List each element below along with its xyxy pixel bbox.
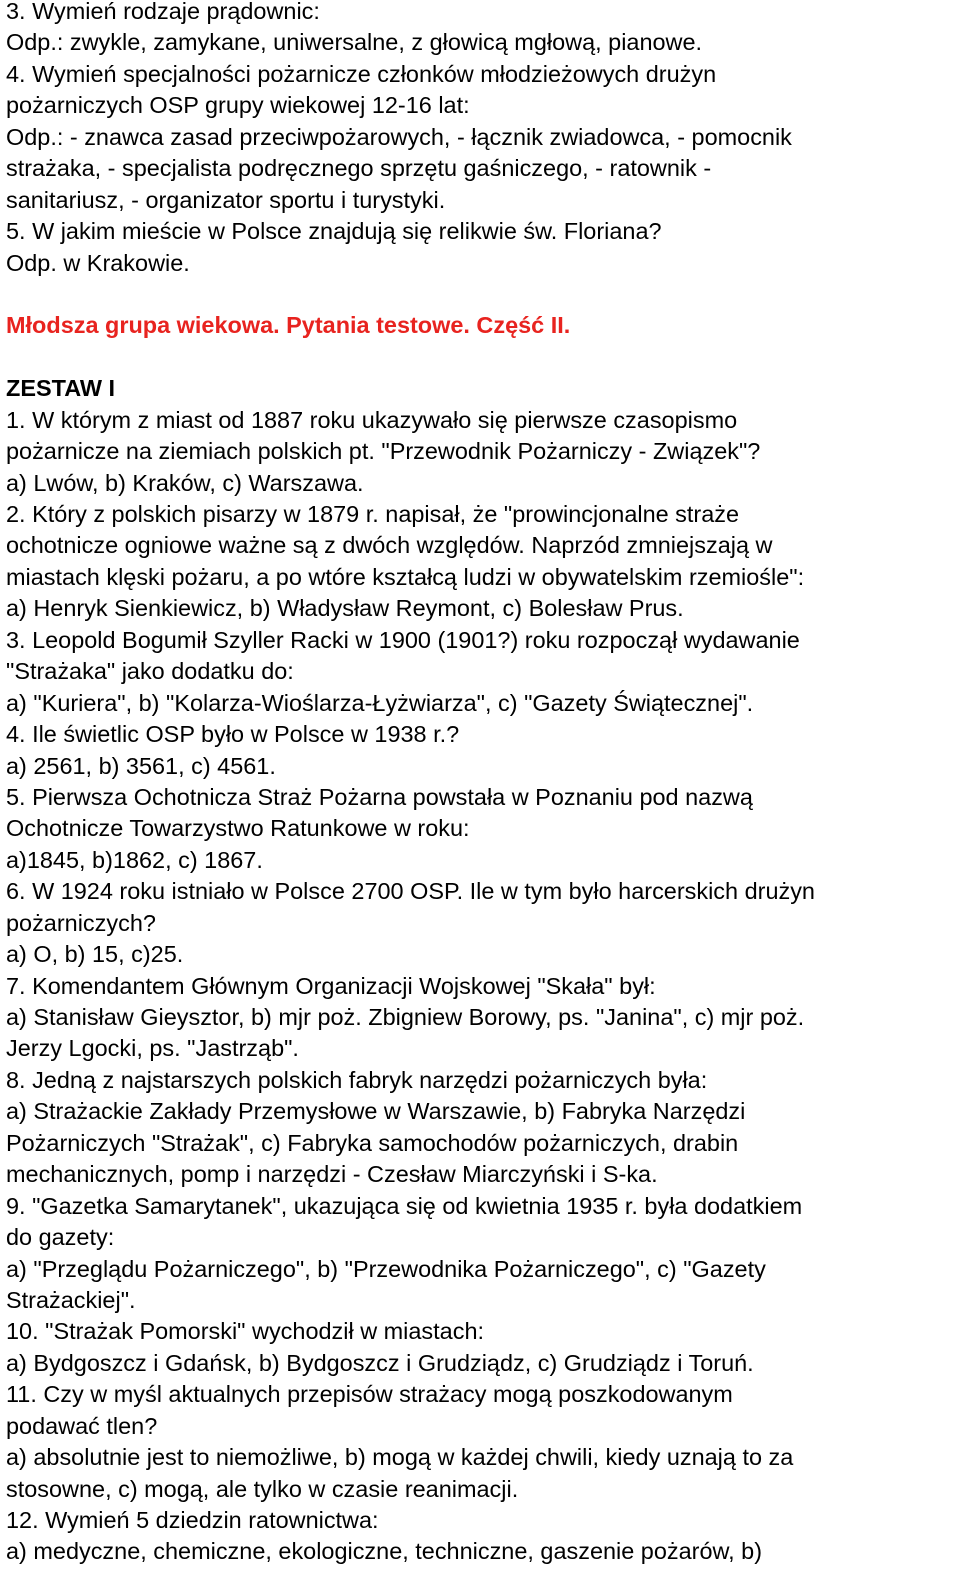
- text-line: sanitariusz, - organizator sportu i turystyki.: [6, 186, 446, 213]
- questions-block: [6, 405, 956, 1568]
- text-line: 5. Pierwsza Ochotnicza Straż Pożarna powstała w Poznaniu pod nazwą: [6, 783, 753, 810]
- text-line: Pożarniczych "Strażak", c) Fabryka samochodów pożarniczych, drabin: [6, 1129, 739, 1156]
- text-line: do gazety:: [6, 1224, 115, 1251]
- text-line: Odp.: zwykle, zamykane, uniwersalne, z głowicą mgłową, pianowe.: [6, 29, 703, 56]
- text-line: 3. Leopold Bogumił Szyller Racki w 1900 (1901?) roku rozpoczął wydawanie: [6, 626, 800, 653]
- text-line: pożarniczych?: [6, 909, 156, 936]
- text-line: a) Stanisław Gieysztor, b) mjr poż. Zbigniew Borowy, ps. "Janina", c) mjr poż.: [6, 1004, 805, 1030]
- text-line: a) absolutnie jest to niemożliwe, b) mogą w każdej chwili, kiedy uznają to za: [6, 1444, 794, 1471]
- text-line: Ochotnicze Towarzystwo Ratunkowe w roku:: [6, 815, 470, 842]
- text-line: 9. "Gazetka Samarytanek", ukazująca się od kwietnia 1935 r. była dodatkiem: [6, 1192, 803, 1219]
- text-line: 12. Wymień 5 dziedzin ratownictwa:: [6, 1507, 379, 1533]
- text-line: 11. Czy w myśl aktualnych przepisów strażacy mogą poszkodowanym: [6, 1381, 733, 1408]
- text-line: 7. Komendantem Głównym Organizacji Wojskowej "Skała" był:: [6, 972, 656, 999]
- text-line: stosowne, c) mogą, ale tylko w czasie reanimacji.: [6, 1475, 519, 1502]
- text-line: podawać tlen?: [6, 1412, 158, 1439]
- text-line: a) Strażackie Zakłady Przemysłowe w Warszawie, b) Fabryka Narzędzi: [6, 1098, 746, 1125]
- text-line: Jerzy Lgocki, ps. "Jastrząb".: [6, 1035, 299, 1062]
- text-line: a) medyczne, chemiczne, ekologiczne, techniczne, gaszenie pożarów, b): [6, 1538, 763, 1565]
- text-line: 2. Który z polskich pisarzy w 1879 r. napisał, że "prowincjonalne straże: [6, 501, 740, 527]
- text-line: ochotnicze ogniowe ważne są z dwóch względów. Naprzód zmniejszają w: [6, 532, 773, 559]
- text-line: 1. W którym z miast od 1887 roku ukazywało się pierwsze czasopismo: [6, 406, 738, 433]
- text-line: a)1845, b)1862, c) 1867.: [6, 846, 263, 873]
- text-line: a) Lwów, b) Kraków, c) Warszawa.: [6, 469, 364, 496]
- text-line: a) Henryk Sienkiewicz, b) Władysław Reymont, c) Bolesław Prus.: [6, 595, 684, 622]
- text-line: strażaka, - specjalista podręcznego sprzętu gaśniczego, - ratownik -: [6, 155, 712, 182]
- set-heading: ZESTAW I: [6, 375, 116, 402]
- text-line: a) Bydgoszcz i Gdańsk, b) Bydgoszcz i Grudziądz, c) Grudziądz i Toruń.: [6, 1349, 754, 1376]
- document-page: [6, 0, 956, 1568]
- spacer: [6, 342, 956, 373]
- text-line: 5. W jakim mieście w Polsce znajdują się relikwie św. Floriana?: [6, 218, 662, 245]
- text-line: 4. Ile świetlic OSP było w Polsce w 1938 r.?: [6, 721, 460, 748]
- text-line: 3. Wymień rodzaje prądownic:: [6, 0, 320, 24]
- text-line: 4. Wymień specjalności pożarnicze członków młodzieżowych drużyn: [6, 60, 717, 87]
- text-line: pożarnicze na ziemiach polskich pt. "Przewodnik Pożarniczy - Związek"?: [6, 438, 761, 465]
- text-line: pożarniczych OSP grupy wiekowej 12-16 lat:: [6, 92, 470, 119]
- answers-block: [6, 0, 956, 279]
- text-line: "Strażaka" jako dodatku do:: [6, 658, 294, 685]
- text-line: mechanicznych, pomp i narzędzi - Czesław Miarczyński i S-ka.: [6, 1161, 658, 1188]
- text-line: Odp.: - znawca zasad przeciwpożarowych, - łącznik zwiadowca, - pomocnik: [6, 123, 792, 150]
- spacer: [6, 279, 956, 310]
- text-line: 6. W 1924 roku istniało w Polsce 2700 OSP. Ile w tym było harcerskich drużyn: [6, 878, 815, 905]
- text-line: miastach klęski pożaru, a po wtóre kształcą ludzi w obywatelskim rzemiośle":: [6, 563, 805, 590]
- text-line: Strażackiej".: [6, 1286, 136, 1313]
- text-line: Odp. w Krakowie.: [6, 249, 190, 276]
- text-line: 10. "Strażak Pomorski" wychodził w miastach:: [6, 1318, 485, 1345]
- text-line: a) "Kuriera", b) "Kolarza-Wioślarza-Łyżwiarza", c) "Gazety Świątecznej".: [6, 689, 754, 716]
- text-line: a) O, b) 15, c)25.: [6, 941, 184, 968]
- text-line: a) 2561, b) 3561, c) 4561.: [6, 752, 276, 779]
- text-line: 8. Jedną z najstarszych polskich fabryk narzędzi pożarniczych była:: [6, 1066, 708, 1093]
- text-line: a) "Przeglądu Pożarniczego", b) "Przewodnika Pożarniczego", c) "Gazety: [6, 1255, 766, 1282]
- section-heading: Młodsza grupa wiekowa. Pytania testowe. Część II.: [6, 312, 571, 339]
